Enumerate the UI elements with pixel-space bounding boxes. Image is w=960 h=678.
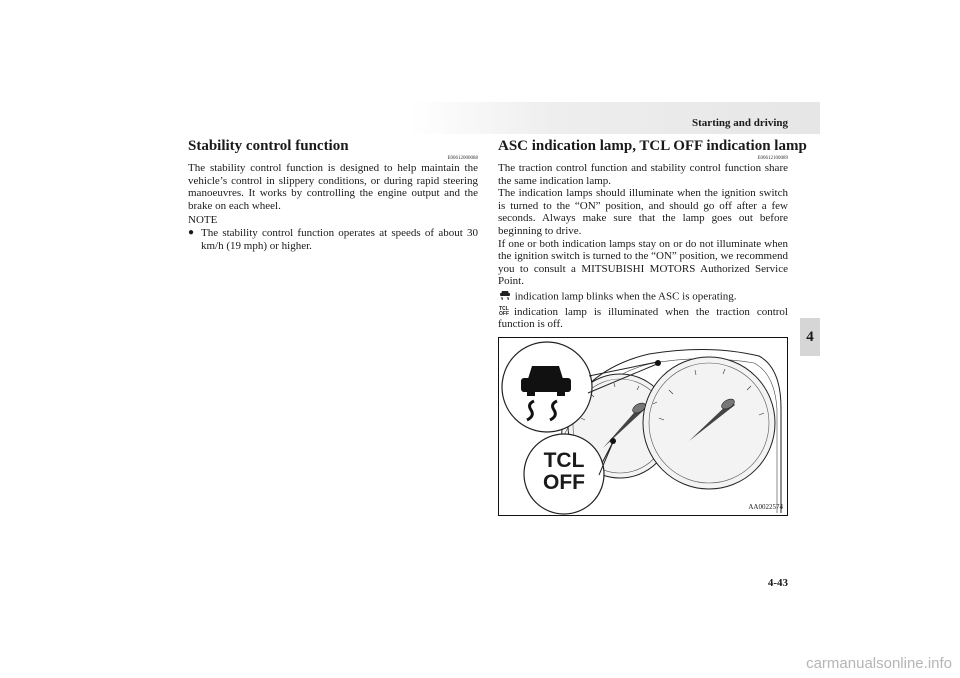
tcl-off-icon — [498, 307, 510, 317]
left-column — [188, 138, 478, 253]
right-column — [498, 138, 807, 331]
bullet-icon: ● — [188, 227, 195, 239]
asc-line-text: indication lamp blinks when the ASC is operating. — [514, 290, 737, 303]
section-code: E00612000088 — [447, 156, 478, 161]
note-text: The stability control function operates at speeds of about 30 km/h (19 mph) or higher. — [201, 227, 478, 252]
chapter-tab — [800, 318, 820, 356]
tcl-icon-bottom: OFF — [499, 311, 509, 317]
watermark: carmanualsonline.info — [806, 655, 952, 672]
paragraph-shared-lamp: The traction control function and stability control function share the same indication lamp. — [498, 162, 788, 187]
tcl-icon-top: TCL — [499, 306, 509, 312]
chapter-number: 4 — [806, 328, 814, 345]
tcl-large-bottom: OFF — [543, 471, 585, 494]
paragraph-ignition: The indication lamps should illuminate when the ignition switch is turned to the “ON” position, and should go off after a few seconds. Always make sure that the lamp goes out before beginning to drive. — [498, 187, 788, 237]
tcl-large-top: TCL — [543, 449, 585, 472]
figure-code: AA0022574 — [748, 503, 783, 511]
tcl-indicator-line — [498, 306, 788, 331]
running-header: Starting and driving — [692, 117, 788, 129]
section-heading-stability: Stability control function — [188, 138, 349, 154]
stability-body: The stability control function is designed to help maintain the vehicle’s control in slippery conditions, or during rapid steering manoeuvres. It works by controlling the engine output and the brake on each wheel. — [188, 162, 478, 212]
note-label: NOTE — [188, 214, 218, 227]
asc-indicator-line — [498, 289, 788, 305]
tcl-off-large-icon — [527, 435, 601, 509]
section-heading-asc: ASC indication lamp, TCL OFF indication lamp — [498, 138, 807, 154]
instrument-cluster-figure — [498, 337, 788, 516]
page-number: 4-43 — [767, 577, 788, 589]
section-code: E00612100089 — [757, 156, 788, 161]
note-item — [188, 227, 478, 252]
tcl-line-text: indication lamp is illuminated when the traction control function is off. — [498, 305, 788, 331]
paragraph-service: If one or both indication lamps stay on or do not illuminate when the ignition switch is turned to the “ON” position, we recommend you to consult a MITSUBISHI MOTORS Authorized Service Point. — [498, 237, 788, 288]
slip-car-icon — [498, 289, 512, 305]
